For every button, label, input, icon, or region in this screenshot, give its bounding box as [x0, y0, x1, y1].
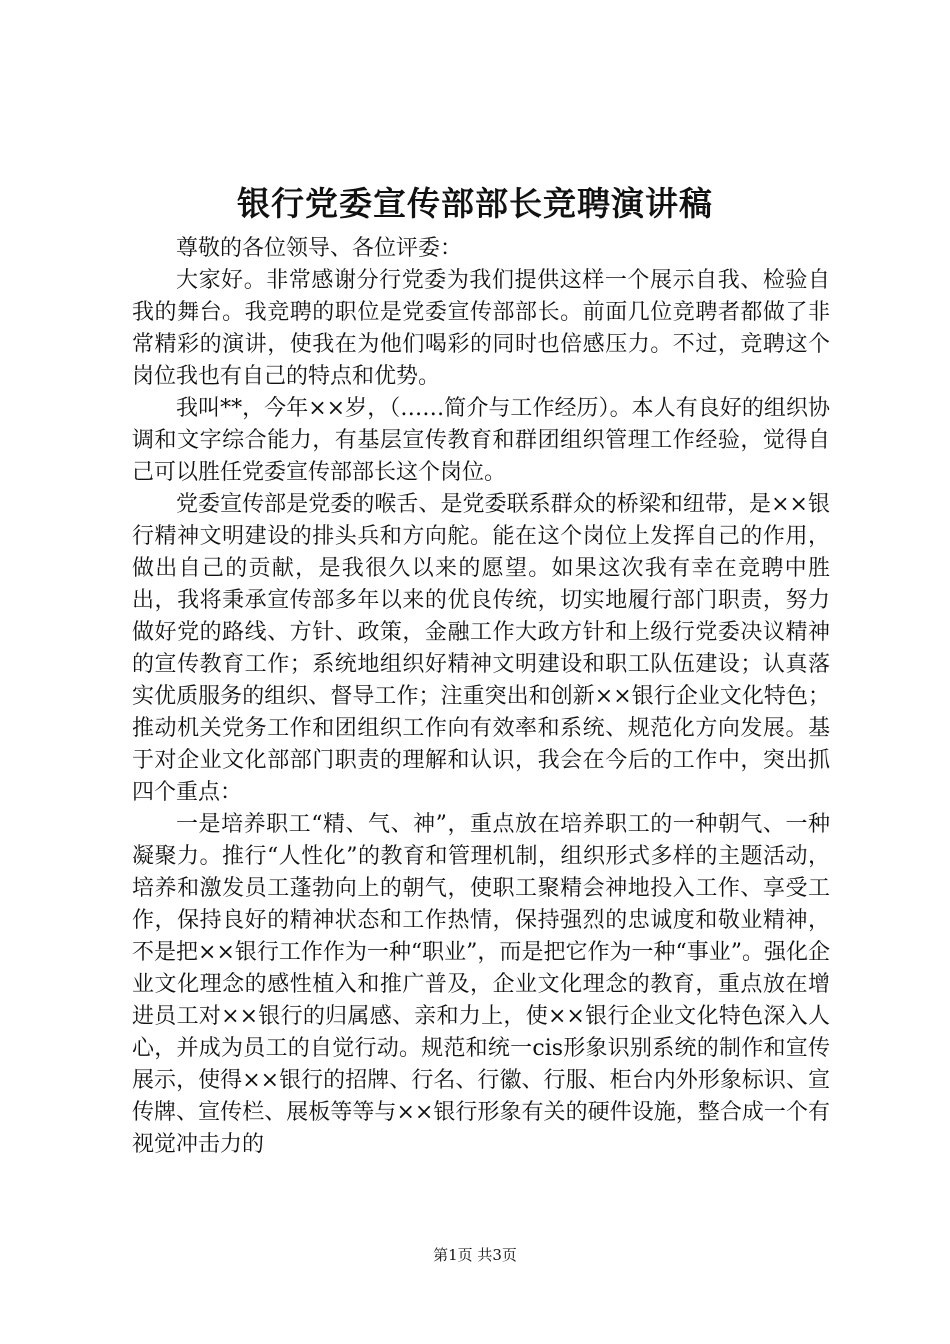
paragraph-first-focus: 一是培养职工“精、气、神”，重点放在培养职工的一种朝气、一种凝聚力。推行“人性化”的教育和管理机制，组织形式多样的主题活动，培养和激发员工蓬勃向上的朝气，使职工聚精会神地投入工作、享受工作，保持良好的精神状态和工作热情，保持强烈的忠诚度和敬业精神，不是把××银行工作作为一种“职业”，而是把它作为一种“事业”。强化企业文化理念的感性植入和推广普及，企业文化理念的教育，重点放在增进员工对××银行的归属感、亲和力上，使××银行企业文化特色深入人心，并成为员工的自觉行动。规范和统一cis形象识别系统的制作和宣传展示，使得××银行的招牌、行名、行徽、行服、柜台内外形象标识、宣传牌、宣传栏、展板等等与××银行形象有关的硬件设施，整合成一个有视觉冲击力的 [132, 812, 830, 1157]
paragraph-department-role: 党委宣传部是党委的喉舌、是党委联系群众的桥梁和纽带，是××银行精神文明建设的排头兵和方向舵。能在这个岗位上发挥自己的作用，做出自己的贡献，是我很久以来的愿望。如果这次我有幸在竞聘中胜出，我将秉承宣传部多年以来的优良传统，切实地履行部门职责，努力做好党的路线、方针、政策，金融工作大政方针和上级行党委决议精神的宣传教育工作；系统地组织好精神文明建设和职工队伍建设；认真落实优质服务的组织、督导工作；注重突出和创新××银行企业文化特色；推动机关党务工作和团组织工作向有效率和系统、规范化方向发展。基于对企业文化部部门职责的理解和认识，我会在今后的工作中，突出抓四个重点： [132, 492, 830, 805]
paragraph-introduction: 我叫**，今年××岁，（……简介与工作经历）。本人有良好的组织协调和文字综合能力，有基层宣传教育和群团组织管理工作经验，觉得自己可以胜任党委宣传部部长这个岗位。 [132, 396, 830, 485]
paragraph-salutation: 尊敬的各位领导、各位评委： [176, 236, 463, 261]
page-number-footer: 第1页 共3页 [433, 1246, 517, 1264]
page-title: 银行党委宣传部部长竞聘演讲稿 [237, 184, 713, 223]
document-body [132, 233, 830, 1161]
paragraph-greeting: 大家好。非常感谢分行党委为我们提供这样一个展示自我、检验自我的舞台。我竞聘的职位是党委宣传部部长。前面几位竞聘者都做了非常精彩的演讲，使我在为他们喝彩的同时也倍感压力。不过，竞聘这个岗位我也有自己的特点和优势。 [132, 268, 830, 389]
